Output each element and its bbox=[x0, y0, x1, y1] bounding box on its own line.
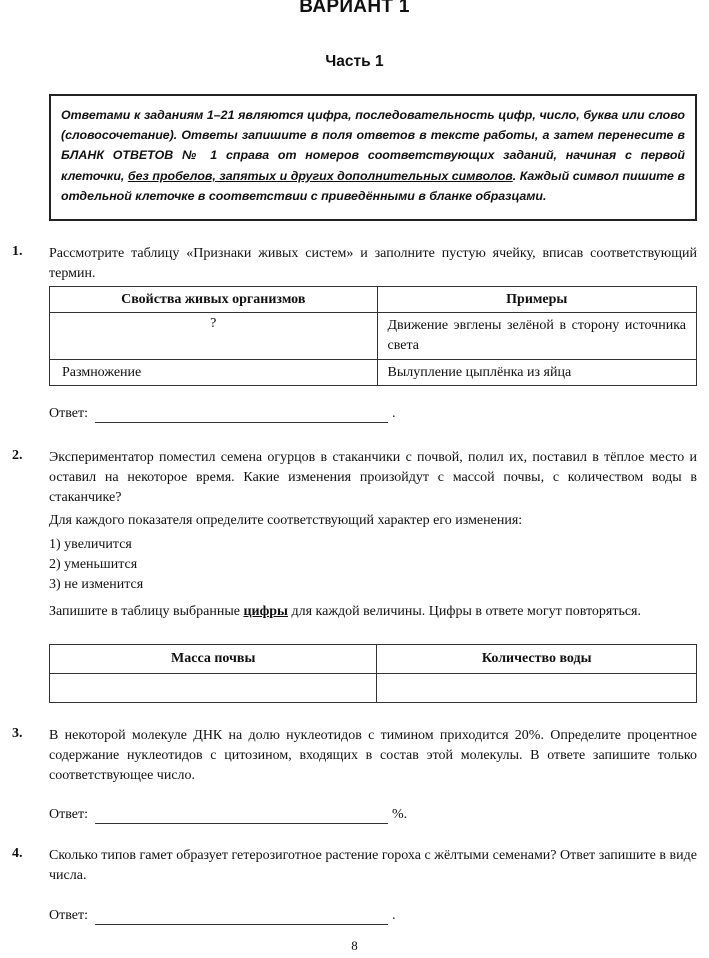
task1-table bbox=[49, 286, 697, 386]
task1-cell-example2: Вылупление цыплёнка из яйца bbox=[377, 360, 697, 386]
task4-text: Сколько типов гамет образует гетерозиготное растение гороха с жёлтыми семенами? Ответ запишите в виде числа. bbox=[49, 848, 697, 883]
part-title: Часть 1 bbox=[325, 53, 384, 70]
task2-answer-table bbox=[49, 644, 697, 703]
task2-instruction-start: Запишите в таблицу выбранные bbox=[49, 604, 244, 619]
task2-instruction bbox=[49, 602, 697, 622]
task2-text: Экспериментатор поместил семена огурцов в стаканчики с почвой, полил их, поставил в тёплое место и оставил на некоторое время. Какие изменения произойдут с массой почвы, с количеством воды в стаканчике? bbox=[49, 450, 697, 505]
instructions-underlined: без пробелов, запятых и других дополнительных символов bbox=[127, 168, 513, 183]
task2-option-3: 3) не изменится bbox=[49, 577, 144, 592]
task2-option-1: 1) увеличится bbox=[49, 537, 132, 552]
task1-cell-reproduction: Размножение bbox=[50, 360, 378, 386]
task4-answer-suffix: . bbox=[391, 908, 396, 923]
instructions-text: Ответами к заданиям 1–21 являются цифра, последовательность цифр, число, буква или слово (словосочетание). Ответы запишите в поля ответов в тексте работы, а затем перенесите в БЛАНК ОТВЕТОВ № 1 справа от номеров соответствующих заданий, начиная с первой клеточки, bbox=[61, 108, 685, 183]
task2-instruction-end: для каждой величины. Цифры в ответе могут повторяться. bbox=[288, 604, 641, 619]
task3-answer-field[interactable] bbox=[95, 807, 388, 824]
task2-header-soil-mass: Масса почвы bbox=[50, 645, 377, 674]
task3-answer-label: Ответ: bbox=[49, 807, 88, 822]
variant-title: ВАРИАНТ 1 bbox=[299, 0, 410, 17]
task3-answer-suffix: %. bbox=[391, 807, 408, 822]
task2-option-2: 2) уменьшится bbox=[49, 557, 138, 572]
task1-answer-field[interactable] bbox=[95, 406, 388, 423]
task3-number: 3. bbox=[12, 726, 23, 741]
task1-cell-missing[interactable]: ? bbox=[50, 313, 378, 360]
task4-answer-label: Ответ: bbox=[49, 908, 88, 923]
task1-header-examples: Примеры bbox=[377, 287, 697, 313]
task4-answer-field[interactable] bbox=[95, 908, 388, 925]
task1-answer-label: Ответ: bbox=[49, 406, 88, 421]
task1-header-properties: Свойства живых организмов bbox=[50, 287, 378, 313]
task2-cell-soil-mass[interactable] bbox=[50, 674, 377, 703]
page-number: 8 bbox=[351, 938, 358, 953]
task2-cell-water[interactable] bbox=[377, 674, 697, 703]
task2-instruction-bold: цифры bbox=[243, 604, 288, 619]
task2-prompt: Для каждого показателя определите соответствующий характер его изменения: bbox=[49, 513, 523, 528]
task4-answer bbox=[49, 908, 395, 925]
task1-answer-suffix: . bbox=[391, 406, 396, 421]
task3-text: В некоторой молекуле ДНК на долю нуклеотидов с тимином приходится 20%. Определите процентное содержание нуклеотидов с цитозином, входящих в состав этой молекулы. В ответе запишите только соответствующее число. bbox=[49, 728, 697, 783]
instructions-text-end: . Каждый символ пишите в отдельной клеточке в соответствии с приведёнными в бланке образцами. bbox=[61, 168, 685, 203]
task4-number: 4. bbox=[12, 846, 23, 861]
task2-header-water: Количество воды bbox=[377, 645, 697, 674]
task3-answer bbox=[49, 807, 407, 824]
task1-cell-example1: Движение эвглены зелёной в сторону источника света bbox=[377, 313, 697, 360]
task2-number: 2. bbox=[12, 448, 23, 463]
instructions-box bbox=[49, 94, 697, 221]
task1-number: 1. bbox=[12, 244, 23, 259]
task1-answer bbox=[49, 406, 395, 423]
task1-text: Рассмотрите таблицу «Признаки живых систем» и заполните пустую ячейку, вписав соответствующий термин. bbox=[49, 246, 697, 281]
